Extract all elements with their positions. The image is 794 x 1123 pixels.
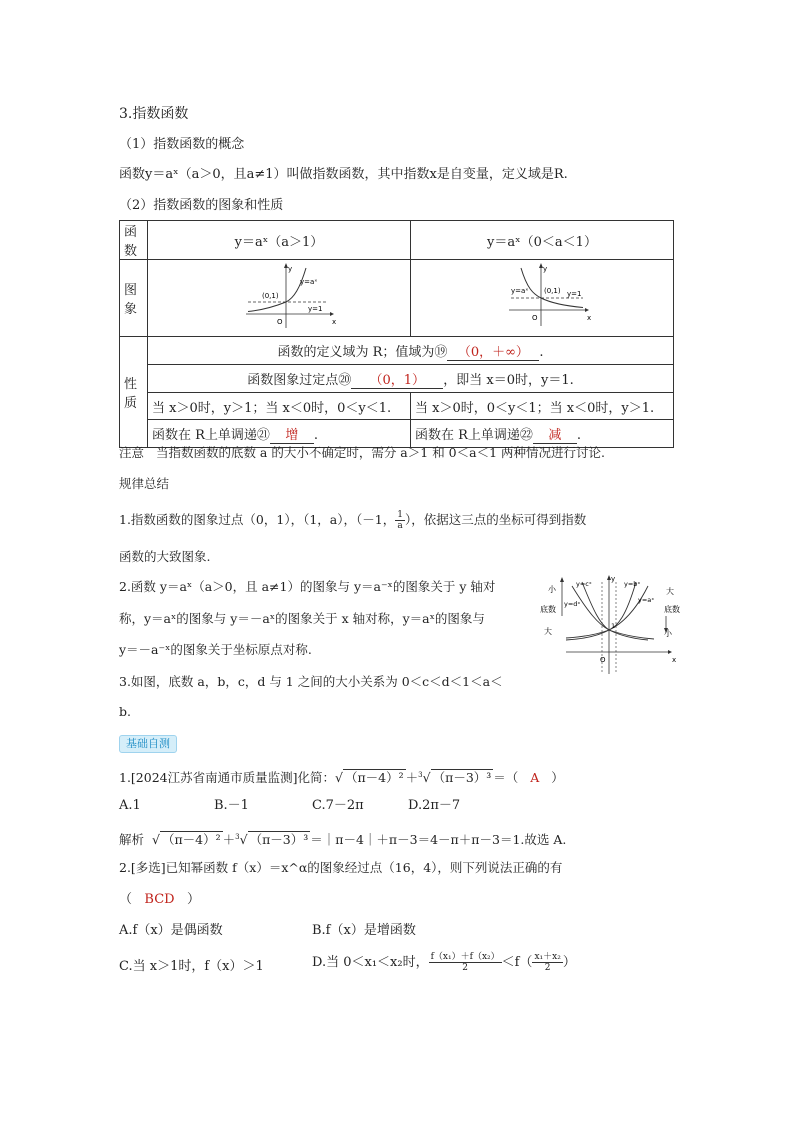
mono1-text: 函数在 R上单调递㉑ [152,427,270,443]
frac-den: a [397,521,403,531]
range-answer: （0，＋∞） [447,345,539,361]
q1-option-c: C.7－2π [312,798,364,813]
sol-radical-2: （π－3）³ [249,832,309,848]
subsection-title-concept: （1）指数函数的概念 [119,137,245,152]
q2-option-a: A.f（x）是偶函数 [119,923,223,938]
decreasing-answer: 减 [533,428,577,444]
table-header-col1: y＝aˣ（a＞1） [148,221,411,260]
q2-answer-line [119,891,200,909]
graph-a-gt-1-y-label: y [288,265,293,273]
q1-radical-1: （π－4）² [344,770,404,786]
fig-right-top: 大 [666,587,674,596]
fig-one: 1 [611,622,616,630]
rule-2-line-1: 2.函数 y＝aˣ（a＞0，且 a≠1）的图象与 y＝a⁻ˣ的图象关于 y 轴对 [119,579,496,594]
row-domain-end: . [539,344,544,360]
sol-radical-1: （π－4）² [161,832,221,848]
graph-a-lt-1-svg [411,260,673,332]
q1-close: ） [551,770,564,786]
table-header-func: 函数 [120,221,148,260]
fig-left-bot: 大 [544,627,552,636]
graph-a-lt-1-y-label: y [543,265,548,273]
fig-y-label: y [611,575,616,583]
increasing-answer: 增 [270,428,314,444]
fig-x-label: x [672,656,677,664]
graph-a-gt-1-x-label: x [332,318,337,326]
q2-option-b: B.f（x）是增函数 [312,923,416,938]
q1-equals: ＝（ [493,770,519,786]
row-values-a-gt-1: 当 x＞0时，y＞1；当 x＜0时，0＜y＜1. [148,393,411,420]
subsection-title-graph: （2）指数函数的图象和性质 [119,198,284,213]
solution-1: 解析 √ （π－4）² ＋$^3$√ （π－3）³ ＝｜π－4｜＋π－3＝4－π＋π－3＝1.故选 A. [119,832,567,848]
q2-close: ） [187,892,201,907]
row-fixed-point [148,365,674,393]
graph-a-lt-1-line-label: y=1 [567,290,582,298]
q1-radical-2: （π－3）³ [432,770,492,786]
table-header-col2: y＝aˣ（0＜a＜1） [411,221,674,260]
fig-left-top: 小 [548,585,556,594]
q2-optd-num: f（x₁）＋f（x₂） [430,952,500,962]
graph-a-gt-1-point: (0,1) [262,292,279,300]
rule-title: 规律总结 [119,476,170,491]
rule-1-part-b: ），依据这三点的坐标可得到指数 [404,512,587,527]
row-domain [148,337,674,365]
mono2-end: . [576,427,582,443]
rule-1-cont: 函数的大致图象. [119,549,211,564]
rule-2-line-3: y＝－a⁻ˣ的图象关于坐标原点对称. [119,642,312,657]
q2-answer: BCD [144,892,175,907]
section-title: 3.指数函数 [119,106,189,122]
solution-label: 解析 [119,832,145,848]
graph-a-lt-1-curve-label: y=aˣ [511,287,529,295]
q2-option-c: C.当 x＞1时，f（x）＞1 [119,959,264,974]
rule-2-line-2: 称，y＝aˣ的图象与 y＝－aˣ的图象关于 x 轴对称，y＝aˣ的图象与 [119,611,485,626]
graph-a-lt-1-origin: O [532,314,538,322]
note-label: 注意 [119,445,145,460]
graph-a-lt-1-point: (0,1) [544,287,561,295]
q2-open: （ [119,892,133,907]
q1-option-d: D.2π－7 [408,798,461,813]
graph-a-gt-1-line-label: y=1 [308,305,323,313]
q2-optd-num2: x₁＋x₂ [534,952,561,962]
solution-rest: ＝｜π－4｜＋π－3＝4－π＋π－3＝1.故选 A. [310,832,567,848]
sol-root-index: 3 [235,833,240,841]
graph-a-lt-1 [411,260,674,337]
q2-option-d [312,950,576,976]
q2-optd-frac-1 [429,952,502,973]
fig-d-label: y=dˣ [564,600,581,608]
note-text: 当指数函数的底数 a 的大小不确定时，需分 a＞1 和 0＜a＜1 两种情况进行讨论. [155,445,605,460]
fig-b-label: y=bˣ [624,580,641,588]
rule-3-line-2: b. [119,704,131,719]
q1-stem: 1.[2024江苏省南通市质量监测]化简： [119,770,335,786]
row-values-a-lt-1: 当 x＞0时，0＜y＜1；当 x＜0时，y＞1. [411,393,674,420]
q2-optd-pre: D.当 0＜x₁＜x₂时， [312,955,429,970]
frac-num: 1 [397,510,403,520]
sol-plus: ＋ [222,832,236,848]
q1-option-b: B.－1 [214,798,249,813]
rule-1-part-a: 1.指数函数的图象过点（0，1），（1，a），（－1， [119,512,396,527]
graph-a-gt-1-svg [148,260,410,332]
self-test-tag: 基础自测 [119,735,177,753]
table-label-properties: 性质 [120,337,148,448]
q2-optd-close: ） [562,955,576,970]
row-domain-text: 函数的定义域为 R；值域为⑲ [277,344,448,360]
definition-text: 函数y＝aˣ（a＞0，且a≠1）叫做指数函数，其中指数x是自变量，定义域是R. [119,167,568,182]
q2-optd-den: 2 [462,963,468,973]
fig-a-label: y=aˣ [638,596,655,604]
fig-c-label: y=cˣ [576,580,592,588]
graph-a-lt-1-x-label: x [587,314,592,322]
graph-a-gt-1 [148,260,411,337]
q2-optd-mid: ＜f（ [501,955,533,970]
fig-origin: O [600,656,606,664]
graph-a-gt-1-origin: O [277,318,283,326]
question-1: 1.[2024江苏省南通市质量监测]化简：√ （π－4）² ＋$^3$√ （π－3）³ ＝（ A ） [119,770,564,786]
row-point-end: ，即当 x＝0时，y＝1. [443,372,574,388]
q1-plus: ＋ [405,770,419,786]
q1-root-index: 3 [418,771,423,779]
fig-left-mid: 底数 [540,605,556,614]
q1-option-a: A.1 [119,798,141,813]
question-2: 2.[多选]已知幂函数 f（x）＝x^α的图象经过点（16，4），则下列说法正确的有 [119,860,563,875]
fig-right-bot: 小 [664,629,672,638]
fraction-1-over-a [395,510,405,531]
properties-table [119,220,674,448]
mono1-end: . [313,427,319,443]
note [119,444,605,462]
table-label-image: 图象 [120,260,148,337]
mono2-text: 函数在 R上单调递㉒ [415,427,533,443]
fixed-point-answer: （0，1） [351,373,443,389]
q2-optd-frac-2 [532,952,562,973]
q2-optd-den2: 2 [544,963,551,973]
q1-answer: A [530,770,540,786]
fig-right-mid: 底数 [664,605,680,614]
row-point-text: 函数图象过定点⑳ [247,372,352,388]
rule-1 [119,508,586,532]
graph-a-gt-1-curve-label: y=aˣ [300,278,318,286]
base-comparison-figure [536,572,682,676]
rule-3-line-1: 3.如图，底数 a，b，c，d 与 1 之间的大小关系为 0＜c＜d＜1＜a＜ [119,674,503,689]
